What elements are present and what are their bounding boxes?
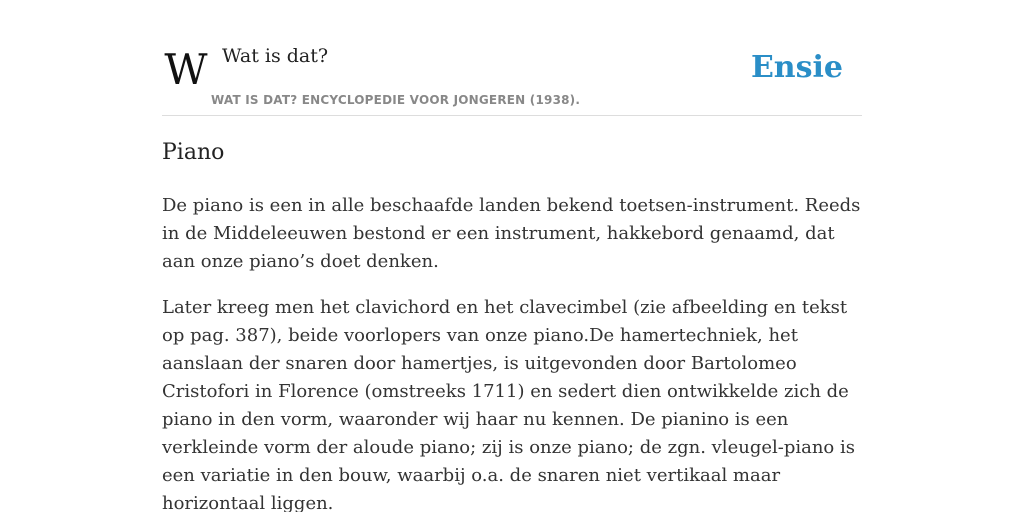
source-subtitle: WAT IS DAT? ENCYCLOPEDIE VOOR JONGEREN (1938). bbox=[211, 93, 581, 107]
article-paragraph: De piano is een in alle beschaafde landen bekend toetsen-instrument. Reeds in de Middeleeuwen bestond er een instrument, hakkebord genaamd, dat aan onze piano’s doet denken. bbox=[162, 195, 861, 272]
brand-logo-link[interactable]: Ensie bbox=[750, 50, 843, 85]
article-body bbox=[162, 192, 862, 512]
article-paragraph: Later kreeg men het clavichord en het clavecimbel (zie afbeelding en tekst op pag. 387), beide voorlopers van onze piano.De hamertechniek, het aanslaan der snaren door hamertjes, is uitgevonden door Bartolomeo Cristofori in Florence (omstreeks 1711) en sedert dien ontwikkelde zich de piano in den vorm, waaronder wij haar nu kennen. De pianino is een verkleinde vorm der aloude piano; zij is onze piano; de zgn. vleugel-piano is een variatie in den bouw, waarbij o.a. de snaren niet vertikaal maar horizontaal liggen. bbox=[162, 297, 855, 512]
source-header bbox=[162, 0, 862, 116]
article-title: Piano bbox=[162, 140, 225, 165]
source-title[interactable]: Wat is dat? bbox=[222, 45, 329, 67]
svg-text:W: W bbox=[164, 50, 208, 90]
wikipedia-w-icon[interactable] bbox=[164, 50, 208, 90]
page-container bbox=[162, 0, 862, 512]
